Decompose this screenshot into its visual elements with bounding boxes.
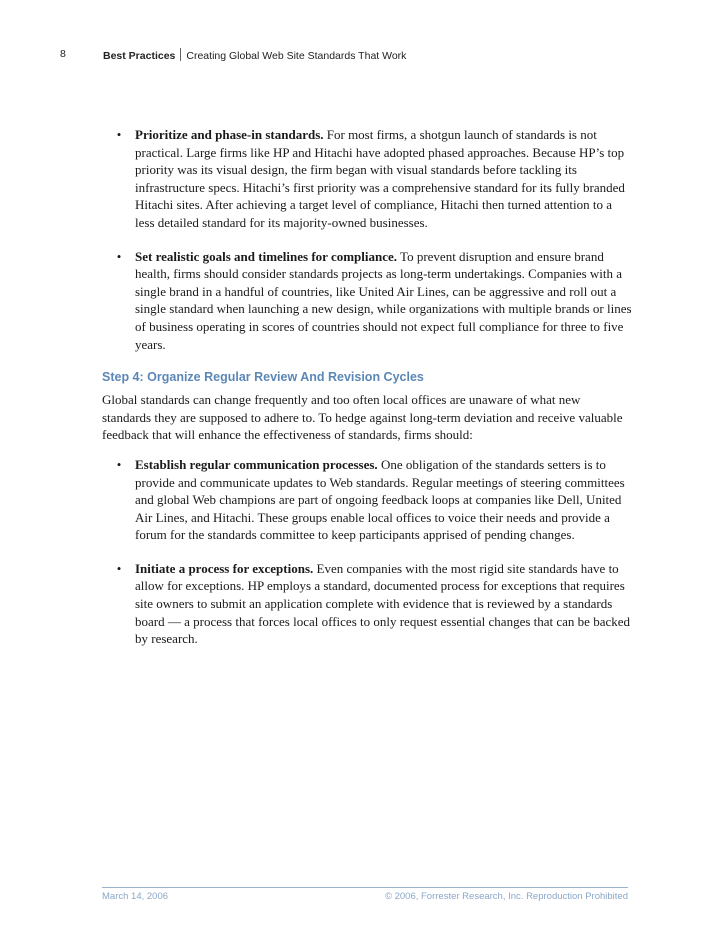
bullet-item	[114, 248, 632, 354]
running-title	[103, 48, 406, 62]
bullet-item	[114, 126, 632, 232]
bullet-item	[114, 560, 632, 648]
section-intro: Global standards can change frequently and too often local offices are unaware of what new standards they are supposed to adhere to. To hedge against long-term deviation and receive valuable feedback that will enhance the effectiveness of standards, firms should:	[102, 392, 623, 443]
bullet-lead: Prioritize and phase-in standards.	[135, 127, 324, 142]
page-header	[0, 44, 728, 64]
bullet-dot: •	[116, 248, 122, 264]
header-divider	[180, 48, 181, 61]
bullet-text: To prevent disruption and ensure brand health, firms should consider standards projects as long-term undertakings. Companies with a single brand in a handful of countries, like United Air Lines, can be aggressive and roll out a single standard when launching a new design, while organizations with multiple brands or lines of business operating in scores of countries should not expect full compliance for three to five years.	[135, 248, 632, 352]
section-heading: Step 4: Organize Regular Review And Revision Cycles	[102, 370, 424, 385]
bullet-dot: •	[116, 456, 122, 472]
bullet-lead: Establish regular communication processes.	[135, 456, 378, 472]
page-number: 8	[60, 48, 66, 60]
bullet-lead: Set realistic goals and timelines for compliance.	[135, 248, 398, 264]
footer-date: March 14, 2006	[102, 891, 169, 902]
bullet-text: For most firms, a shotgun launch of standards is not practical. Large firms like HP and Hitachi have adopted phased approaches. Because HP’s top priority was its visual design, the firm began with visual standards before tackling its infrastructure specs. Hitachi’s first priority was a comprehensive standard for its fully branded Hitachi sites. After achieving a target level of compliance, Hitachi then turned attention to a less detailed standard for its majority-owned businesses.	[135, 127, 625, 230]
running-subtitle: Creating Global Web Site Standards That Work	[186, 50, 407, 62]
bullet-lead: Initiate a process for exceptions.	[135, 560, 314, 576]
running-section: Best Practices	[103, 50, 176, 62]
bullet-text: Even companies with the most rigid site standards have to allow for exceptions. HP employs a standard, documented process for exceptions that requires site owners to submit an application complete with evidence that is reviewed by a standards board — a process that forces local offices to only request essential changes that can be backed by research.	[135, 560, 631, 647]
page-body	[102, 126, 632, 664]
bullet-item	[114, 456, 632, 544]
footer-copyright: © 2006, Forrester Research, Inc. Reproduction Prohibited	[384, 891, 628, 902]
bullet-dot: •	[116, 560, 122, 576]
page-footer	[102, 891, 628, 905]
bullet-dot: •	[116, 127, 122, 142]
footer-rule	[102, 887, 628, 888]
bullet-text: One obligation of the standards setters is to provide and communicate updates to Web standards. Regular meetings of steering committees and global Web champions are part of ongoing feedback loops at companies like Dell, United Air Lines, and Hitachi. These groups enable local offices to voice their needs and provide a forum for the standards committee to keep participants apprised of pending changes.	[135, 456, 625, 543]
